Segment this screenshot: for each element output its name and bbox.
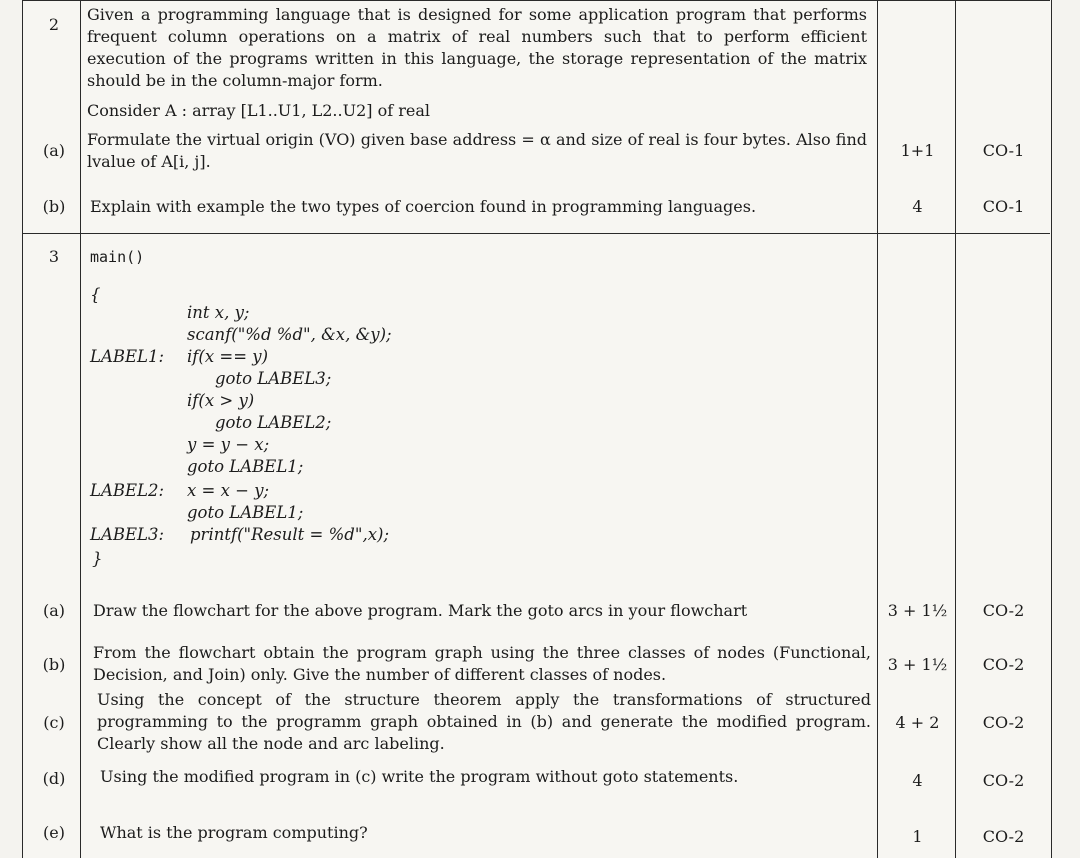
co-value: CO-2 [982, 827, 1025, 846]
co-value: CO-2 [982, 713, 1025, 732]
part-label: (b) [42, 655, 66, 674]
part-text: Formulate the virtual origin (VO) given base address = α and size of real is four bytes. Also find lvalue of A[i, j]. [87, 130, 867, 171]
part-label: (b) [42, 197, 66, 216]
consider-line: Consider A : array [L1..U1, L2..U2] of real [87, 101, 431, 120]
code-label: LABEL1: [90, 347, 165, 366]
marks-value: 3 + 1½ [887, 655, 948, 674]
co-value: CO-2 [982, 771, 1025, 790]
co-value: CO-2 [982, 601, 1025, 620]
part-text: What is the program computing? [100, 823, 368, 842]
code-line: goto LABEL2; [215, 413, 332, 432]
part-text: Explain with example the two types of coercion found in programming languages. [90, 197, 757, 216]
code-line: { [90, 285, 101, 304]
code-line: scanf("%d %d", &x, &y); [187, 325, 392, 344]
code-line: if(x == y) [187, 347, 269, 366]
part-label: (c) [43, 713, 65, 732]
code-line: } [92, 549, 103, 568]
code-line: printf("Result = %d",x); [190, 525, 389, 544]
code-label: LABEL2: [90, 481, 165, 500]
question-number: 3 [48, 247, 60, 266]
code-line: goto LABEL3; [215, 369, 332, 388]
marks-value: 1+1 [900, 141, 935, 160]
code-line: goto LABEL1; [187, 503, 304, 522]
column-divider [877, 0, 878, 858]
part-label: (d) [42, 769, 66, 788]
marks-value: 3 + 1½ [887, 601, 948, 620]
row-divider [22, 0, 1050, 1]
marks-value: 1 [912, 827, 923, 846]
column-divider [955, 0, 956, 858]
marks-value: 4 + 2 [895, 713, 940, 732]
part-label: (a) [42, 601, 66, 620]
code-line: int x, y; [187, 303, 250, 322]
part-label: (a) [42, 141, 66, 160]
part-label: (e) [43, 823, 65, 842]
part-text: From the flowchart obtain the program graph using the three classes of nodes (Functional, Decision, and Join) only. Give the number of different classes of nodes. [93, 643, 871, 684]
marks-value: 4 [912, 771, 923, 790]
co-value: CO-2 [982, 655, 1025, 674]
code-line: goto LABEL1; [187, 457, 304, 476]
code-line: if(x > y) [187, 391, 255, 410]
co-value: CO-1 [982, 141, 1025, 160]
question-number: 2 [48, 15, 60, 34]
question-intro: Given a programming language that is designed for some application program that performs frequent column operations on a matrix of real numbers such that to perform efficient execution of the programs written in this language, the storage representation of the matrix should be in the column-major form. [87, 5, 867, 90]
code-line: main() [90, 248, 145, 266]
part-text: Draw the flowchart for the above program. Mark the goto arcs in your flowchart [93, 601, 748, 620]
row-divider [22, 233, 1050, 234]
marks-value: 4 [912, 197, 923, 216]
code-line: x = x − y; [187, 481, 270, 500]
code-line: y = y − x; [187, 435, 270, 454]
part-text: Using the concept of the structure theorem apply the transformations of structured programming to the programm graph obtained in (b) and generate the modified program. Clearly show all the node and arc labeling. [97, 690, 871, 753]
part-text: Using the modified program in (c) write the program without goto statements. [100, 767, 739, 786]
code-label: LABEL3: [90, 525, 165, 544]
co-value: CO-1 [982, 197, 1025, 216]
